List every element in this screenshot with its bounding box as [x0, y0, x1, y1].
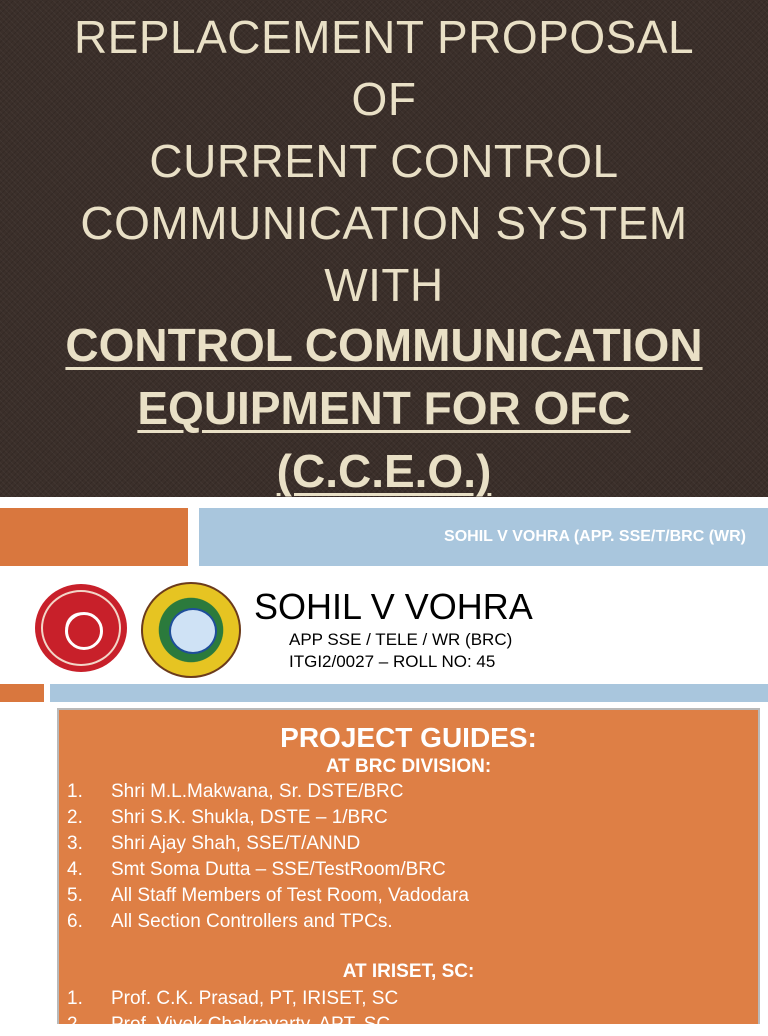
title-highlight-line-2: EQUIPMENT FOR OFC [137, 382, 631, 434]
logo-core [65, 612, 103, 650]
list-item: 4. Smt Soma Dutta – SSE/TestRoom/BRC [67, 859, 446, 880]
title-highlight-line-3: (C.C.E.O.) [276, 445, 492, 497]
author-banner-text: SOHIL V VOHRA (APP. SSE/T/BRC (WR) [444, 528, 746, 545]
list-item: 2. Shri S.K. Shukla, DSTE – 1/BRC [67, 807, 388, 828]
title-section [0, 0, 768, 497]
project-guides-panel [57, 708, 760, 1035]
guides-title: PROJECT GUIDES: [280, 722, 537, 753]
iriset-heading: AT IRISET, SC: [342, 961, 475, 982]
title-line-5: WITH [324, 259, 444, 311]
list-item: 6. All Section Controllers and TPCs. [67, 911, 393, 932]
author-block [0, 566, 768, 684]
accent-band-orange-2 [0, 684, 44, 702]
author-roll: ITGI2/0027 – ROLL NO: 45 [289, 652, 496, 671]
title-line-4: COMMUNICATION SYSTEM [80, 197, 688, 249]
title-line-2: OF [351, 73, 417, 125]
accent-band-orange [0, 508, 188, 566]
accent-band-blue-2 [50, 684, 768, 702]
list-item: 2. Prof. Vivek Chakravarty, APT, SC [67, 1014, 391, 1035]
title-highlight-line-1: CONTROL COMMUNICATION [65, 319, 703, 371]
author-banner [199, 508, 768, 566]
list-item: 5. All Staff Members of Test Room, Vadodara [67, 885, 470, 906]
author-name: SOHIL V VOHRA [254, 586, 533, 627]
list-item: 3. Shri Ajay Shah, SSE/T/ANND [67, 833, 361, 854]
list-item: 1. Shri M.L.Makwana, Sr. DSTE/BRC [67, 781, 404, 802]
title-line-3: CURRENT CONTROL [149, 135, 619, 187]
list-item: 1. Prof. C.K. Prasad, PT, IRISET, SC [67, 988, 399, 1009]
brc-heading: AT BRC DIVISION: [325, 756, 492, 777]
iriset-logo-icon [141, 582, 241, 678]
author-designation: APP SSE / TELE / WR (BRC) [289, 630, 513, 649]
title-line-1: REPLACEMENT PROPOSAL [73, 11, 695, 63]
logo-inner [169, 608, 217, 654]
indian-railways-logo-icon [35, 584, 127, 672]
